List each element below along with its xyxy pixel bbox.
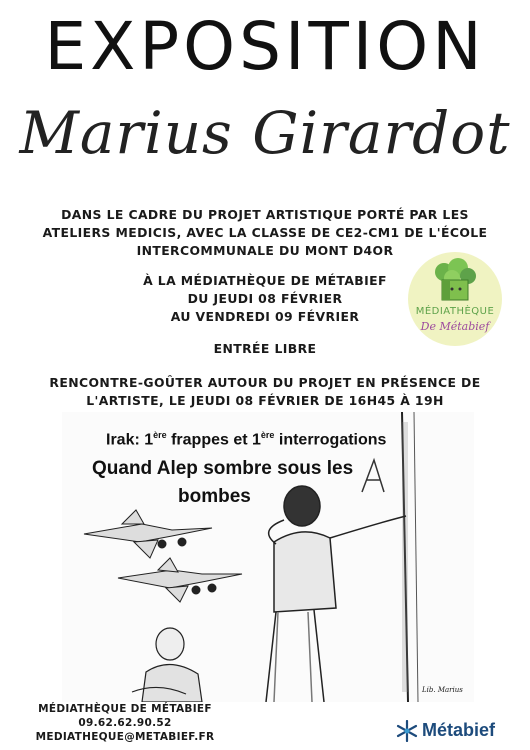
context-line: ATELIERS MEDICIS, AVEC LA CLASSE DE CE2-CM1 DE L'ÉCOLE <box>42 225 488 240</box>
logo-label: MÉDIATHÈQUE <box>415 306 495 317</box>
venue-line: DU JEUDI 08 FÉVRIER <box>187 291 343 306</box>
venue-line: AU VENDREDI 09 FÉVRIER <box>170 309 360 324</box>
metabief-brand <box>396 718 516 744</box>
contact-block <box>20 702 230 744</box>
poster-title: EXPOSITION <box>44 8 486 85</box>
brand-name: Métabief <box>422 720 496 740</box>
logo-sublabel: De Métabief <box>420 320 490 333</box>
contact-email: MEDIATHEQUE@METABIEF.FR <box>35 731 215 743</box>
contact-phone: 09.62.62.90.52 <box>78 717 172 729</box>
sketch-illustration <box>62 412 474 702</box>
artist-name: Marius Girardot <box>19 99 511 167</box>
artwork-headline: Irak: 1ère frappes et 1ère interrogations <box>106 430 387 449</box>
mediatheque-logo <box>408 252 502 346</box>
artwork-line-3: bombes <box>178 486 251 507</box>
meeting-paragraph <box>20 374 510 410</box>
meeting-line: L'ARTISTE, LE JEUDI 08 FÉVRIER DE 16H45 À 19H <box>86 393 444 408</box>
artwork-drawing <box>62 412 474 702</box>
entry-text: ENTRÉE LIBRE <box>213 341 317 356</box>
artwork-signature: Lib. Marius <box>422 686 463 694</box>
artwork-line-2: Quand Alep sombre sous les <box>92 458 354 479</box>
meeting-line: RENCONTRE-GOÛTER AUTOUR DU PROJET EN PRÉSENCE DE <box>49 375 481 390</box>
snowflake-icon <box>396 720 418 742</box>
venue-line: À LA MÉDIATHÈQUE DE MÉTABIEF <box>143 273 387 288</box>
context-line: DANS LE CADRE DU PROJET ARTISTIQUE PORTÉ PAR LES <box>61 207 469 222</box>
contact-name: MÉDIATHÈQUE DE MÉTABIEF <box>38 703 212 715</box>
context-line: INTERCOMMUNALE DU MONT D4OR <box>136 243 394 258</box>
